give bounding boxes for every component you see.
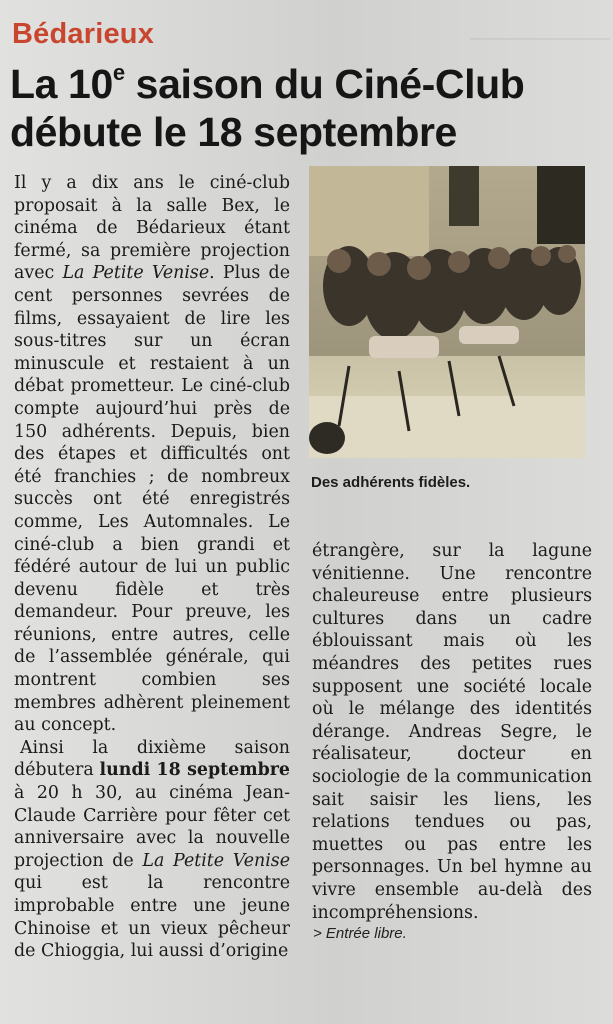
paragraph-3: étrangère, sur la lagune vénitienne. Une rencontre chaleureuse entre plusieurs cultures dans un cadre éblouissant mais où les méandres des petites rues supposent une société locale où le mélange des identités dérange. Andreas Segre, le réalisateur, docteur en sociologie de la communication sait saisir les liens, les relations tendues ou pas, muettes ou pas entre les personnages. Un bel hymne au vivre ensemble au-delà des incompréhensions.: [312, 541, 592, 923]
headline-part-a: La 10: [10, 61, 113, 107]
film-title: La Petite Venise: [62, 263, 210, 284]
paragraph-1-text-b: . Plus de cent personnes sevrées de films, essayaient de lire les sous-titres sur un écran minuscule et restaient à un débat prometteur. Le ciné-club compte aujourd’hui près de 150 adhérents. Depuis, bien des étapes et difficultés ont été franchies ; de nombreux succès ont été enregistrés comme, Les Automnales. Le ciné-club a bien grandi et fédéré autour de lui un public devenu fidèle et très demandeur. Pour preuve, les réunions, entre autres, celle de l’assemblée générale, qui montrent combien ses membres adhèrent pleinement au concept.: [14, 263, 290, 736]
headline-line-2: débute le 18 septembre: [10, 109, 457, 155]
headline-part-b: saison du Ciné-Club: [124, 61, 525, 107]
paragraph-2-text-b: à 20 h 30, au cinéma Jean-Claude Carrière pour fêter cet anniversaire avec la nouvelle projection de: [14, 783, 290, 871]
headline: [10, 60, 570, 156]
event-date: lundi 18 septembre: [99, 760, 291, 781]
article-column-2: [312, 540, 592, 924]
audience-photo: [309, 166, 585, 458]
section-kicker: Bédarieux: [12, 18, 155, 50]
headline-ordinal: e: [112, 60, 125, 85]
film-title-2: La Petite Venise: [142, 850, 291, 871]
paragraph-1-text-a: Il y a dix ans le ciné-club proposait à la salle Bex, le cinéma de Bédarieux étant fermé, sa première projection avec: [14, 173, 290, 284]
audience-photo-illustration: [309, 166, 585, 458]
paragraph-2-text-c: qui est la rencontre improbable entre une jeune Chinoise et un vieux pêcheur de Chioggia, lui aussi d’origine: [14, 873, 290, 962]
article-column-1: [14, 172, 290, 963]
paragraph-2-text-a: Ainsi la dixième saison débutera: [14, 737, 290, 781]
photo-caption: Des adhérents fidèles.: [311, 474, 471, 491]
paragraph-2: [14, 737, 290, 963]
paragraph-1: [14, 172, 290, 737]
footer-note: > Entrée libre.: [313, 925, 407, 942]
